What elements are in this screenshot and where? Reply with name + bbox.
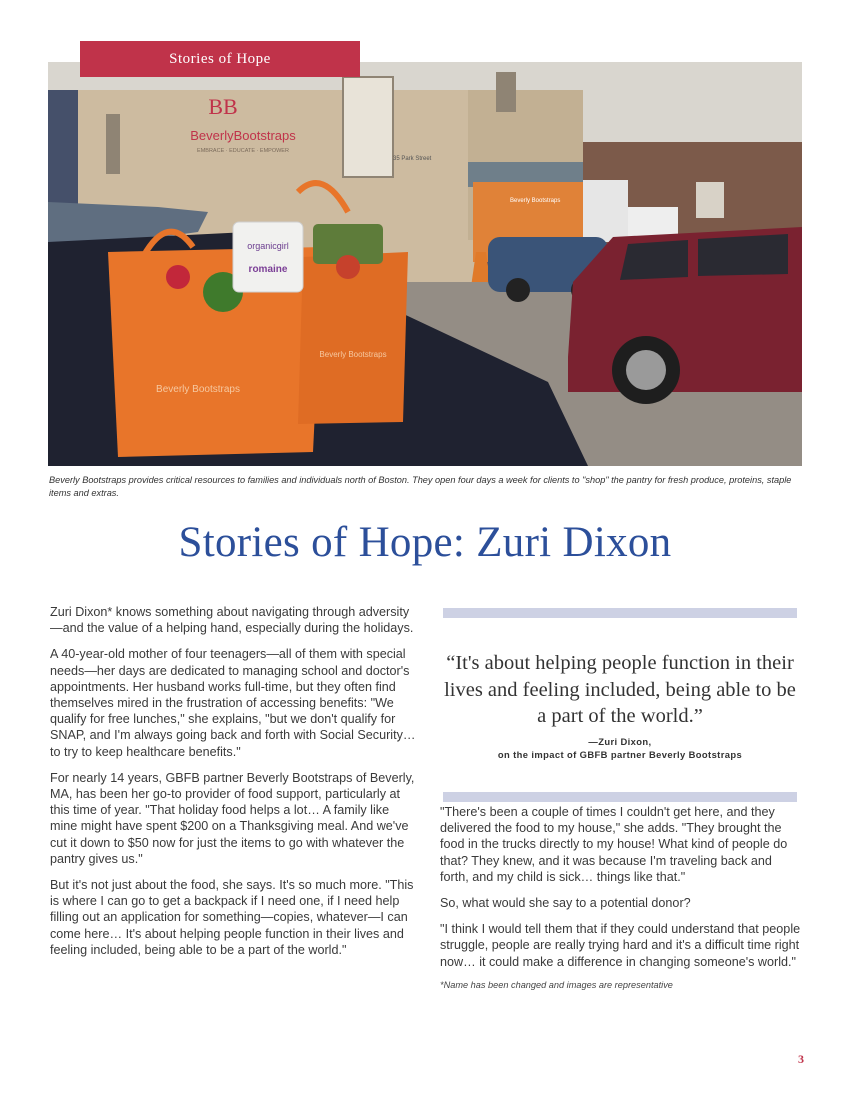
body-paragraph: A 40-year-old mother of four teenagers—all of them with special needs—her days are dedicated to managing school and doctor's appointments. Her husband works full-time, but they often find themselves mired in the frustration of accessing benefits: "We qualify for free lunches," she explains, "but we don't qualify for SNAP, and I'm always going back and forth with Social Security… to try to keep healthcare benefits." [50,647,416,759]
body-paragraph: "There's been a couple of times I couldn't get here, and they delivered the food to my house," she adds. "They brought the food in the trucks directly to my house! What kind of people do that? They knew, and it was because I'm traveling back and forth, and my child is sick… things like that." [440,805,788,884]
truck-logo: Beverly Bootstraps [510,198,561,204]
building-window [343,77,393,177]
hero-photo-illustration [48,62,802,466]
red-suv-window [620,240,688,280]
attribution-context: on the impact of GBFB partner Beverly Bootstraps [497,748,743,760]
lettuce-brand: organicgirl [247,241,289,251]
body-paragraph: But it's not just about the food, she says. It's so much more. "This is where I can go to get a backpack if I need one, if I need help filling out an application for something—copies, whatever—I can come here… It's about helping people function in their lives and feeling included, being able to be a part of the world." [50,878,414,957]
body-paragraph: "I think I would tell them that if they could understand that people struggle, people are really trying hard and it's a difficult time right now… it could make a difference in changing someone's world." [440,922,801,969]
page-title: Stories of Hope: Zuri Dixon [178,519,672,566]
left-column [50,604,418,968]
white-truck [583,180,628,242]
section-banner [80,41,360,77]
photo-caption: Beverly Bootstraps provides critical resources to families and individuals north of Boston. They open four days a week for clients to "shop" the pantry for fresh produce, proteins, staple items and extras. [49,475,792,498]
banner-label: Stories of Hope [169,50,271,67]
logo-mark: BB [208,94,238,119]
quote-bar-bottom [443,792,797,802]
attribution-name: —Zuri Dixon, [588,736,652,747]
quote-bar-top [443,608,797,618]
address-sign: 35 Park Street [393,156,432,162]
pull-quote-attribution [443,736,797,761]
hero-photo [48,62,802,466]
annex-window [496,72,516,112]
body-paragraph: Zuri Dixon* knows something about navigating through adversity—and the value of a helping hand, especially during the holidays. [50,605,414,636]
red-suv-window-rear [698,234,788,276]
blue-suv-wheel [506,278,530,302]
pull-quote: “It's about helping people function in their lives and feeling included, being able to be a part of the world.” [444,652,796,727]
strawberries [166,265,190,289]
lettuce-box [233,222,303,292]
sauce-jar [336,255,360,279]
footnote: *Name has been changed and images are representative [440,979,673,990]
brick-building-window [696,182,724,218]
body-paragraph: For nearly 14 years, GBFB partner Beverly Bootstraps of Beverly, MA, has been her go-to provider of food support, particularly at this time of year. "That holiday food helps a lot… A family like mine might have spent $200 on a Thanksgiving meal. And we've cut it down to $50 now for just the items to go with whatever the pantry gives us." [50,770,415,866]
building-window-small [106,114,120,174]
building-logo-text: BeverlyBootstraps [190,128,296,143]
body-paragraph: So, what would she say to a potential donor? [440,896,691,911]
bag-brand-right: Beverly Bootstraps [319,350,387,359]
lettuce-label: romaine [248,264,288,275]
bag-brand-left: Beverly Bootstraps [156,384,240,395]
building-tagline: EMBRACE · EDUCATE · EMPOWER [197,148,289,154]
right-column [440,804,802,990]
red-suv-rim [626,350,666,390]
page-number: 3 [798,1052,804,1066]
